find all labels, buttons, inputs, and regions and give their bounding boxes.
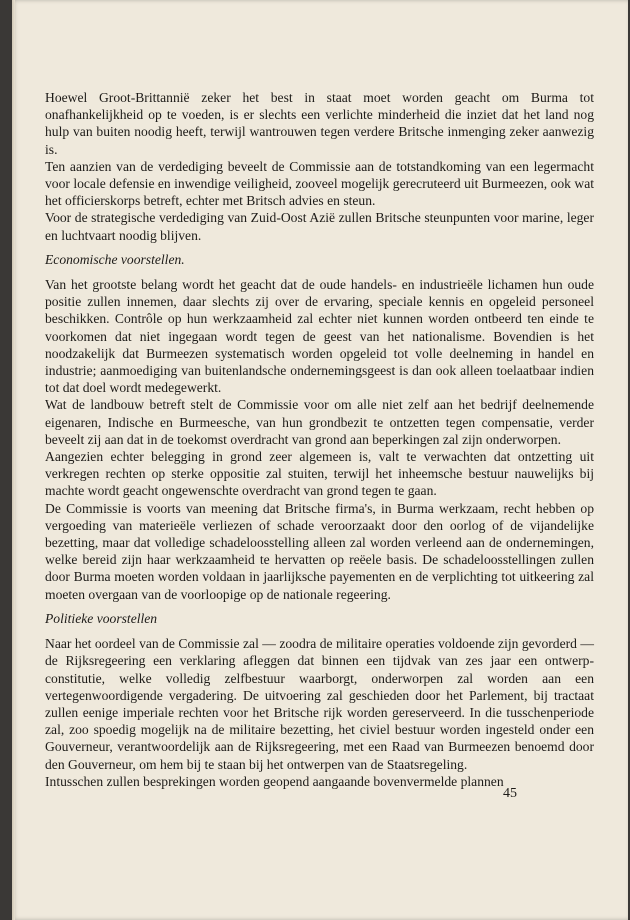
body-text [45, 89, 594, 790]
section-heading-political: Politieke voorstellen [45, 610, 158, 626]
paragraph: Ten aanzien van de verdediging beveelt de Commissie aan de totstandkoming van een legermacht voor locale defensie en inwendige veiligheid, zooveel mogelijk gerecruteerd uit Burmeezen, ook wat het officierskorps betreft, echter met Britsch advies en steun. [45, 158, 594, 209]
paragraph: Voor de strategische verdediging van Zuid-Oost Azië zullen Britsche steunpunten voor marine, leger en luchtvaart noodig blijven. [45, 210, 594, 243]
section-heading-economic: Economische voorstellen. [45, 251, 185, 267]
page-number: 45 [503, 786, 517, 801]
paragraph: Naar het oordeel van de Commissie zal — zoodra de militaire operaties voldoende zijn gevorderd — de Rijksregeering een verklaring afleggen dat binnen een tijdvak van zes jaar een ontwerp-constitutie, welke volledig zelfbestuur waarborgt, onderworpen zal worden aan een vertegenwoordigende vergadering. De uitvoering zal geschieden door het Parlement, bij tractaat zullen eenige imperiale rechten voor het Britsche rijk worden gereserveerd. In die tusschenperiode zal, zoo spoedig mogelijk na de militaire bezetting, het civiel bestuur worden ingesteld onder een Gouverneur, verantwoordelijk aan de Rijksregeering, met een Raad van Burmeezen benoemd door den Gouverneur, om hem bij te staan bij het ontwerpen van de Staatsregeling. [45, 636, 594, 772]
paragraph: De Commissie is voorts van meening dat Britsche firma's, in Burma werkzaam, recht hebben op vergoeding van materieële verliezen of schade veroorzaakt door den oorlog of de vijandelijke bezetting, maar dat volledige schadeloosstelling alleen zal worden verleend aan de ondernemingen, welke bereid zijn haar werkzaamheid te hervatten op reëele basis. De schadeloosstellingen zullen door Burma moeten worden voldaan in jaarlijksche payementen en de verplichting tot uitkeering zal moeten overgaan van de voorloopige op de nationale regeering. [45, 500, 594, 602]
document-page [12, 0, 628, 920]
page-binding-edge [12, 0, 15, 920]
paragraph: Wat de landbouw betreft stelt de Commissie voor om alle niet zelf aan het bedrijf deelnemende eigenaren, Indische en Burmeesche, van hun grondbezit te ontzetten tegen compensatie, verder beveelt zij aan dat in de toekomst overdracht van grond aan beperkingen zal zijn onderworpen. [45, 397, 594, 447]
paragraph: Hoewel Groot-Brittannië zeker het best in staat moet worden geacht om Burma tot onafhankelijkheid op te voeden, is er slechts een verlichte minderheid die inziet dat het land nog hulp van buiten noodig heeft, terwijl wantrouwen tegen verdere Britsche inmenging zeker aanwezig is. [45, 90, 594, 157]
paragraph: Intusschen zullen besprekingen worden geopend aangaande bovenvermelde plannen [45, 773, 504, 789]
paragraph: Van het grootste belang wordt het geacht dat de oude handels- en industrieële lichamen hun oude positie zullen innemen, daar slechts zij over de ervaring, speciale kennis en opgeleid personeel beschikken. Contrôle op hun werkzaamheid zal echter niet kunnen worden ontbeerd ten einde te voorkomen dat niet ingegaan wordt tegen de geest van het nationalisme. Bovendien is het noodzakelijk dat Burmeezen systematisch worden opgeleid tot volle deelneming in handel en industrie; aanmoediging van buitenlandsche ondernemingsgeest is dan ook alleen toelaatbaar indien tot dat doel wordt medegewerkt. [45, 277, 594, 396]
paragraph: Aangezien echter belegging in grond zeer algemeen is, valt te verwachten dat ontzetting uit verkregen rechten op sterke oppositie zal stuiten, terwijl het inheemsche bestuur nauwelijks bij machte wordt geacht ongewenschte overdracht van grond tegen te gaan. [45, 449, 594, 499]
